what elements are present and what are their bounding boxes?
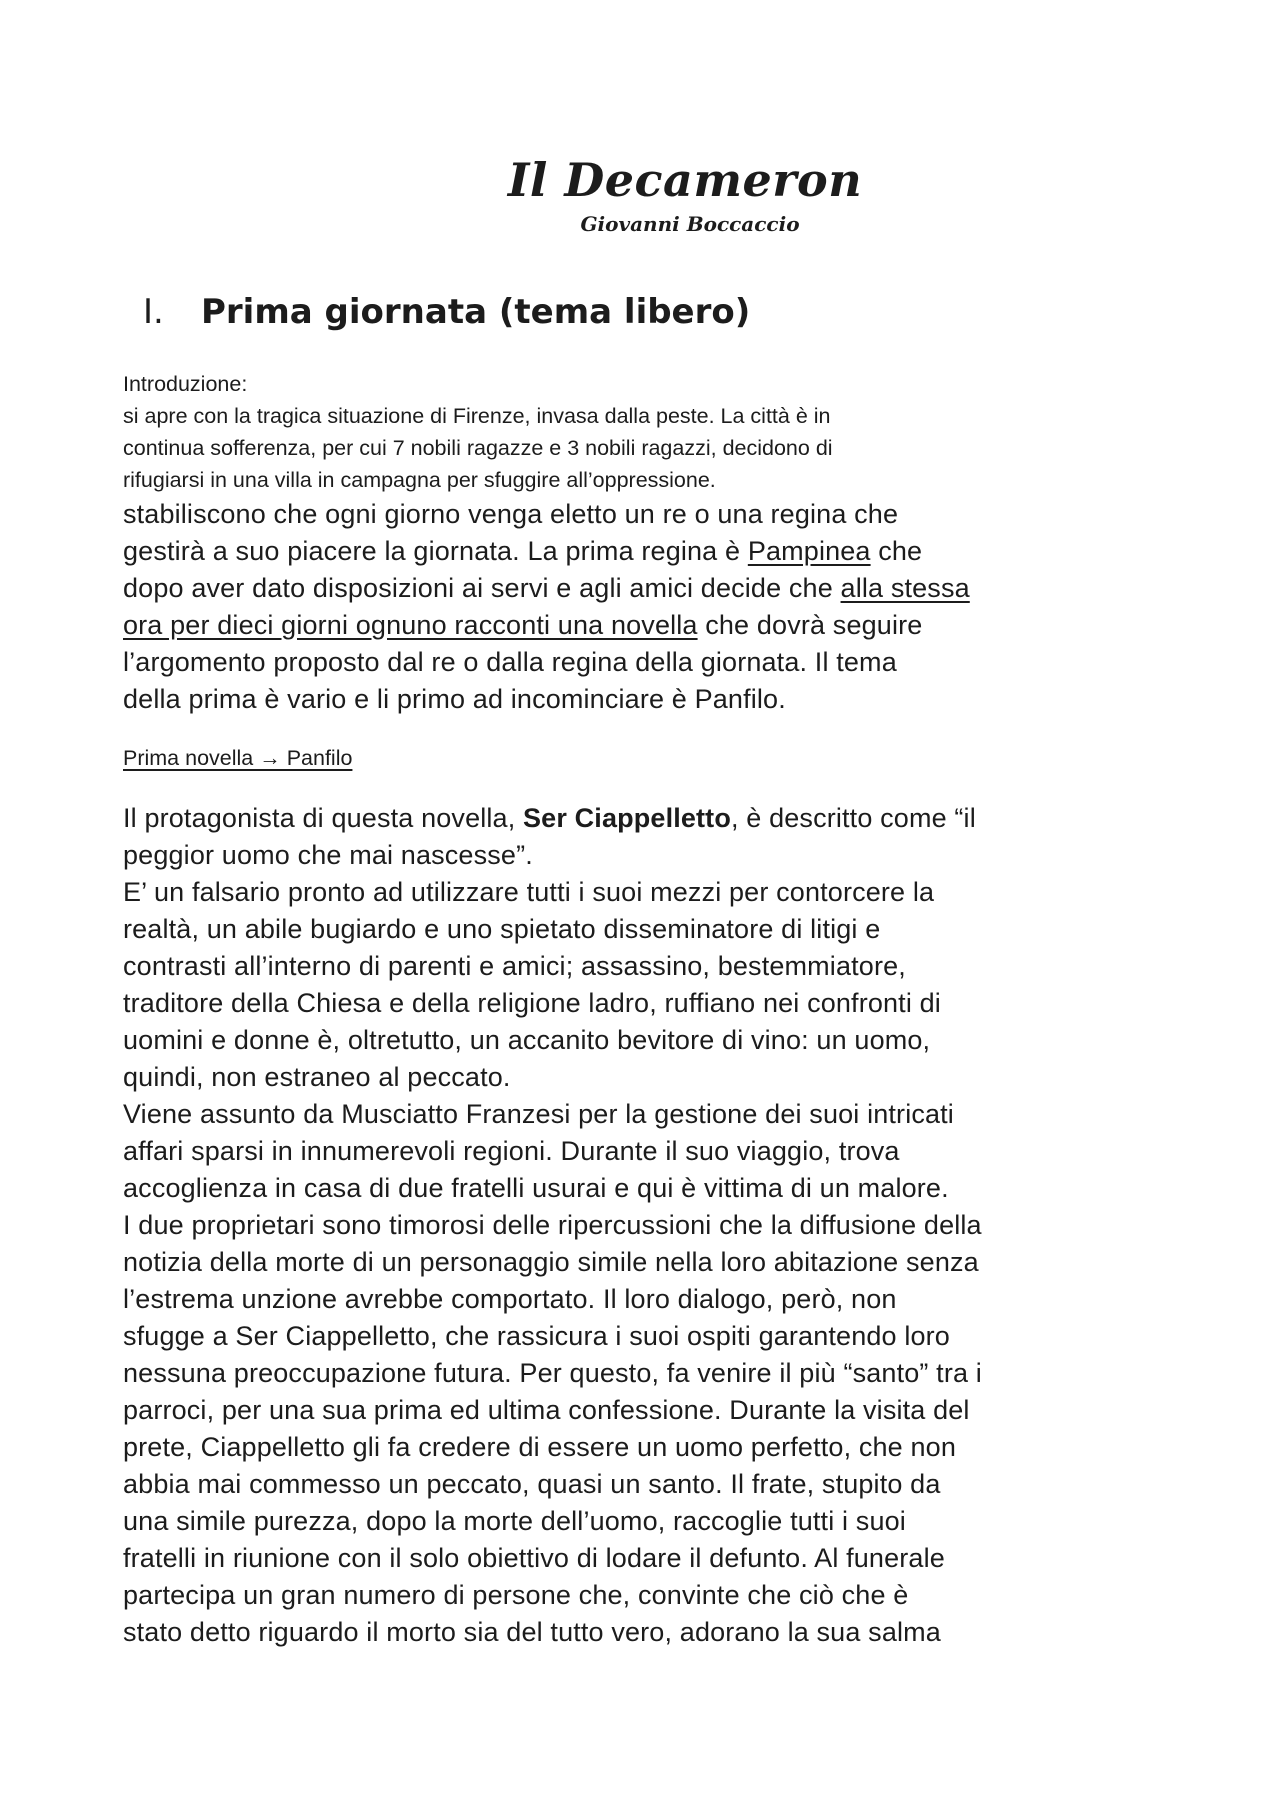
intro-line: rifugiarsi in una villa in campagna per sfuggire all’oppressione.	[123, 468, 716, 492]
novella-line: l’estrema unzione avrebbe comportato. Il loro dialogo, però, non	[123, 1284, 897, 1314]
text-span: Il protagonista di questa novella,	[123, 803, 524, 833]
novella-line: notizia della morte di un personaggio simile nella loro abitazione senza	[123, 1247, 979, 1277]
novella-line: sfugge a Ser Ciappelletto, che rassicura i suoi ospiti garantendo loro	[123, 1321, 950, 1351]
novella-line: nessuna preoccupazione futura. Per questo, fa venire il più “santo” tra i	[123, 1358, 982, 1388]
novella-line: E’ un falsario pronto ad utilizzare tutti i suoi mezzi per contorcere la	[123, 877, 935, 907]
section-title: Prima giornata (tema libero)	[201, 292, 751, 332]
intro-line: continua sofferenza, per cui 7 nobili ragazze e 3 nobili ragazzi, decidono di	[123, 436, 833, 460]
novella-line: abbia mai commesso un peccato, quasi un santo. Il frate, stupito da	[123, 1469, 941, 1499]
intro-text-line	[123, 607, 1173, 644]
intro-text-line: stabiliscono che ogni giorno venga eletto un re o una regina che	[123, 499, 899, 529]
novella-line: realtà, un abile bugiardo e uno spietato disseminatore di litigi e	[123, 914, 881, 944]
intro-text-line: l’argomento proposto dal re o dalla regina della giornata. Il tema	[123, 647, 897, 677]
novella-line: peggior uomo che mai nascesse”.	[123, 840, 533, 870]
intro-line: si apre con la tragica situazione di Firenze, invasa dalla peste. La città è in	[123, 404, 831, 428]
document-body	[123, 368, 1173, 1651]
section-number: I.	[143, 292, 164, 332]
intro-text-line	[123, 570, 1173, 607]
novella-line: contrasti all’interno di parenti e amici; assassino, bestemmiatore,	[123, 951, 906, 981]
novella-line: fratelli in riunione con il solo obiettivo di lodare il defunto. Al funerale	[123, 1543, 945, 1573]
text-span: gestirà a suo piacere la giornata. La prima regina è	[123, 536, 748, 566]
novella-line: una simile purezza, dopo la morte dell’uomo, raccoglie tutti i suoi	[123, 1506, 906, 1536]
intro-text-line: della prima è vario e li primo ad incominciare è Panfilo.	[123, 684, 786, 714]
novella-line: traditore della Chiesa e della religione ladro, ruffiano nei confronti di	[123, 988, 941, 1018]
intro-label: Introduzione:	[123, 372, 248, 396]
document-author: Giovanni Boccaccio	[580, 212, 800, 236]
text-span: dopo aver dato disposizioni ai servi e agli amici decide che	[123, 573, 841, 603]
underlined-phrase: ora per dieci giorni ognuno racconti una novella	[123, 610, 698, 640]
novella-line: parroci, per una sua prima ed ultima confessione. Durante la visita del	[123, 1395, 970, 1425]
document-title: Il Decameron	[507, 153, 863, 207]
novella-line: affari sparsi in innumerevoli regioni. Durante il suo viaggio, trova	[123, 1136, 900, 1166]
novella-line: I due proprietari sono timorosi delle ripercussioni che la diffusione della	[123, 1210, 982, 1240]
character-name: Ser Ciappelletto	[523, 803, 731, 833]
novella-line: stato detto riguardo il morto sia del tutto vero, adorano la sua salma	[123, 1617, 941, 1647]
novella-line: partecipa un gran numero di persone che, convinte che ciò che è	[123, 1580, 909, 1610]
novella-heading: Prima novella → Panfilo	[123, 746, 353, 770]
pampinea-underlined: Pampinea	[747, 536, 871, 566]
novella-line: Viene assunto da Musciatto Franzesi per la gestione dei suoi intricati	[123, 1099, 954, 1129]
intro-text-line	[123, 533, 1173, 570]
text-span: che dovrà seguire	[697, 610, 923, 640]
novella-line: quindi, non estraneo al peccato.	[123, 1062, 511, 1092]
novella-line: accoglienza in casa di due fratelli usurai e qui è vittima di un malore.	[123, 1173, 949, 1203]
novella-line: uomini e donne è, oltretutto, un accanito bevitore di vino: un uomo,	[123, 1025, 931, 1055]
novella-line	[123, 800, 1173, 837]
underlined-phrase: alla stessa	[840, 573, 970, 603]
title-block	[0, 150, 1280, 238]
novella-line: prete, Ciappelletto gli fa credere di essere un uomo perfetto, che non	[123, 1432, 956, 1462]
text-span: che	[870, 536, 923, 566]
section-heading	[143, 290, 750, 334]
text-span: , è descritto come “il	[730, 803, 976, 833]
